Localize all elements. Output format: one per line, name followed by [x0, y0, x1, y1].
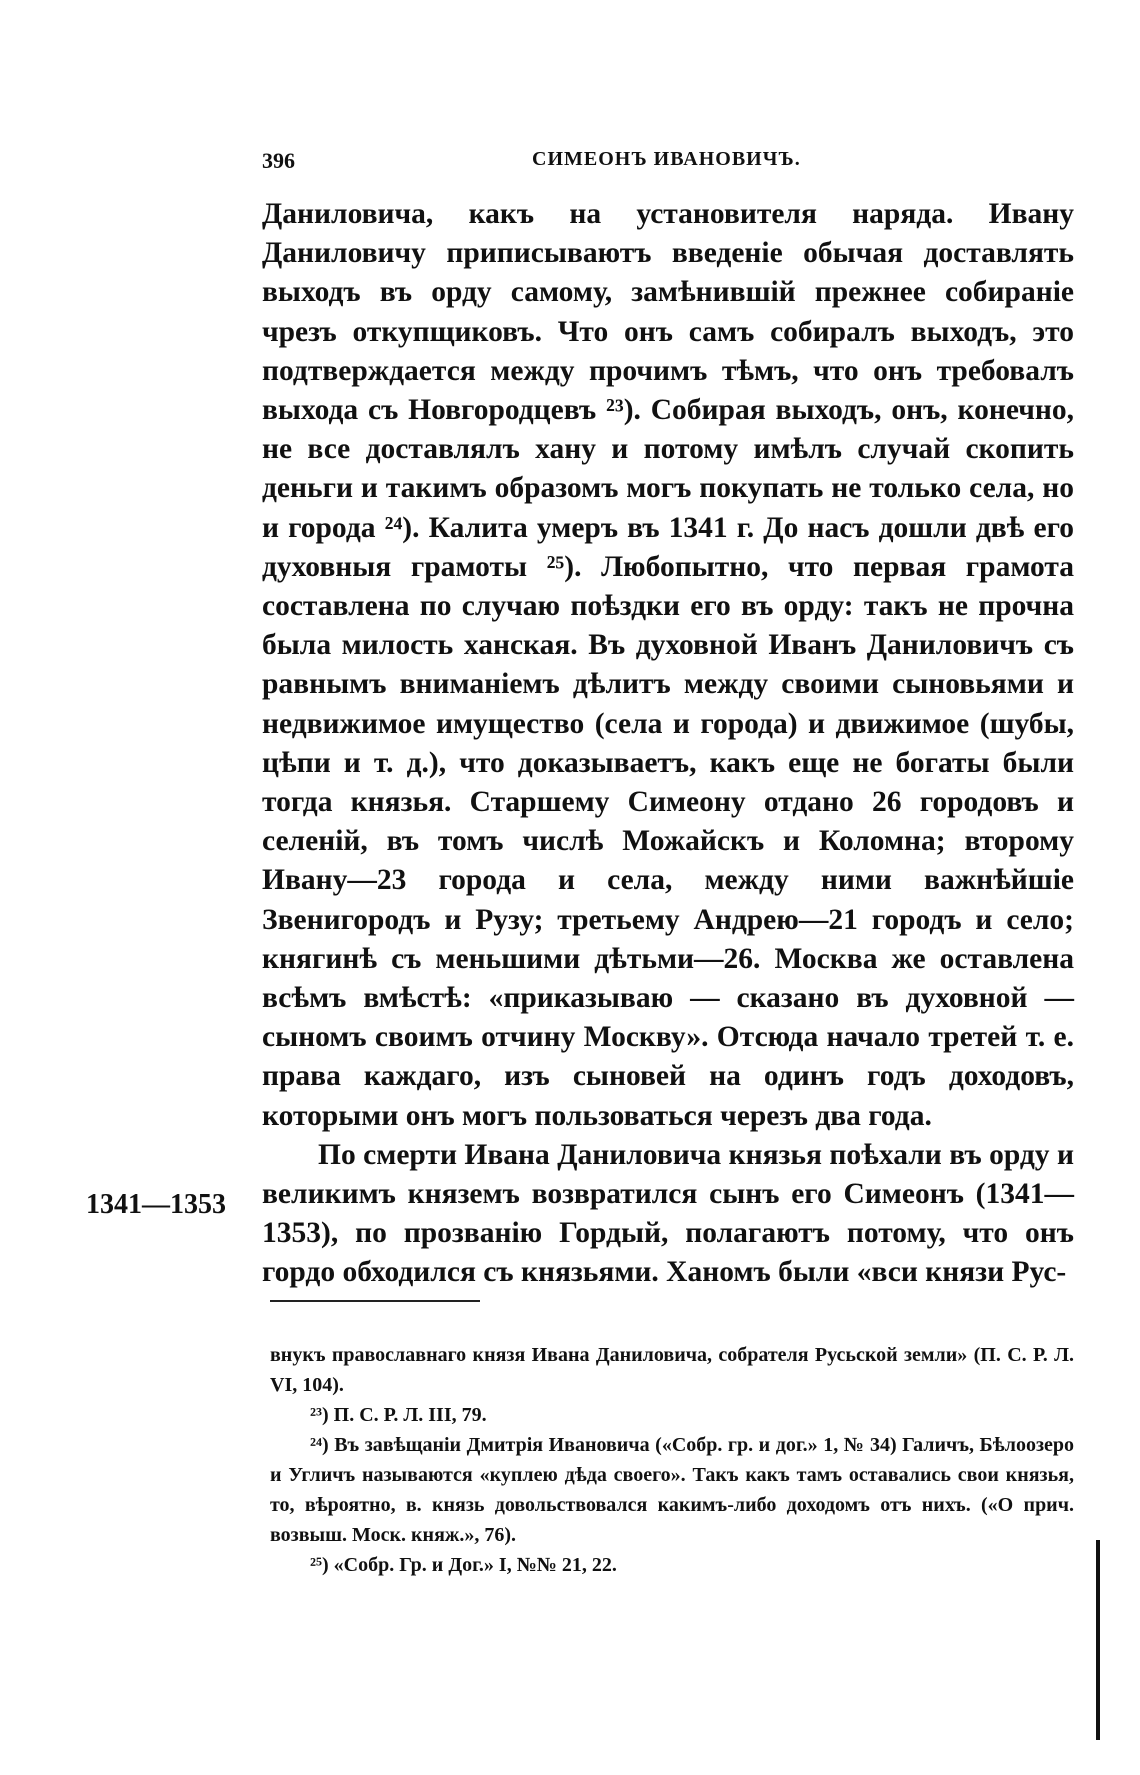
- footnote: ²⁵) «Собр. Гр. и Дог.» I, №№ 21, 22.: [310, 1554, 617, 1576]
- page-header: [262, 140, 1072, 180]
- paragraph: Даниловича, какъ на установителя наряда. Ивану Даниловичу приписываютъ введеніе обычая доставлять выходъ въ орду самому, замѣнившій прежнее собираніе чрезъ откупщиковъ. Что онъ самъ собиралъ выходъ, это подтверждается между прочимъ тѣмъ, что онъ требовалъ выхода съ Новгородцевъ ²³). Собирая выходъ, онъ, конечно, не все доставлялъ хану и потому имѣлъ случай скопить деньги и такимъ образомъ могъ покупать не только села, но и города ²⁴). Калита умеръ въ 1341 г. До насъ дошли двѣ его духовныя грамоты ²⁵). Любопытно, что первая грамота составлена по случаю поѣздки его въ орду: такъ не прочна была милость ханская. Въ духовной Иванъ Даниловичъ съ равнымъ вниманіемъ дѣлитъ между своими сыновьями и недвижимое имущество (села и города) и движимое (шубы, цѣпи и т. д.), что доказываетъ, какъ еще не богаты были тогда князья. Старшему Симеону отдано 26 городовъ и селеній, въ томъ числѣ Можайскъ и Коломна; второму Ивану—23 города и села, между ними важнѣйшіе Звенигородъ и Рузу; третьему Андрею—21 городъ и село; княгинѣ съ меньшими дѣтьми—26. Москва же оставлена всѣмъ вмѣстѣ: «приказываю — сказано въ духовной — сыномъ своимъ отчину Москву». Отсюда начало третей т. е. права каждаго, изъ сыновей на одинъ годъ доходовъ, которыми онъ могъ пользоваться черезъ два года.: [262, 198, 1074, 1132]
- footnote: ²³) П. С. Р. Л. III, 79.: [310, 1404, 487, 1426]
- footnotes: [270, 1340, 1074, 1580]
- footnote: ²⁴) Въ завѣщаніи Дмитрія Ивановича («Собр. гр. и дог.» 1, № 34) Галичъ, Бѣлоозеро и Угличъ называются «куплею дѣда своего». Такъ какъ тамъ оставались свои князья, то, вѣроятно, в. князь довольствовался какимъ-либо доходомъ отъ нихъ. («О прич. возвыш. Моск. княж.», 76).: [270, 1434, 1074, 1546]
- footnote-continuation: внукъ православнаго князя Ивана Даниловича, собрателя Русьской земли» (П. С. Р. Л. VI, 104).: [270, 1344, 1074, 1396]
- margin-date-note: 1341—1353: [86, 1189, 226, 1220]
- page-number: 396: [262, 148, 295, 173]
- page-edge-shadow: [1096, 1540, 1100, 1740]
- running-title: СИМЕОНЪ ИВАНОВИЧЪ.: [532, 148, 801, 170]
- main-text: [262, 195, 1074, 1293]
- paragraph: По смерти Ивана Даниловича князья поѣхали въ орду и великимъ княземъ возвратился сынъ его Симеонъ (1341—1353), по прозванію Гордый, полагаютъ потому, что онъ гордо обходился съ князьями. Ханомъ были «вси князи Рус-: [262, 1138, 1074, 1289]
- footnote-divider: [270, 1300, 480, 1302]
